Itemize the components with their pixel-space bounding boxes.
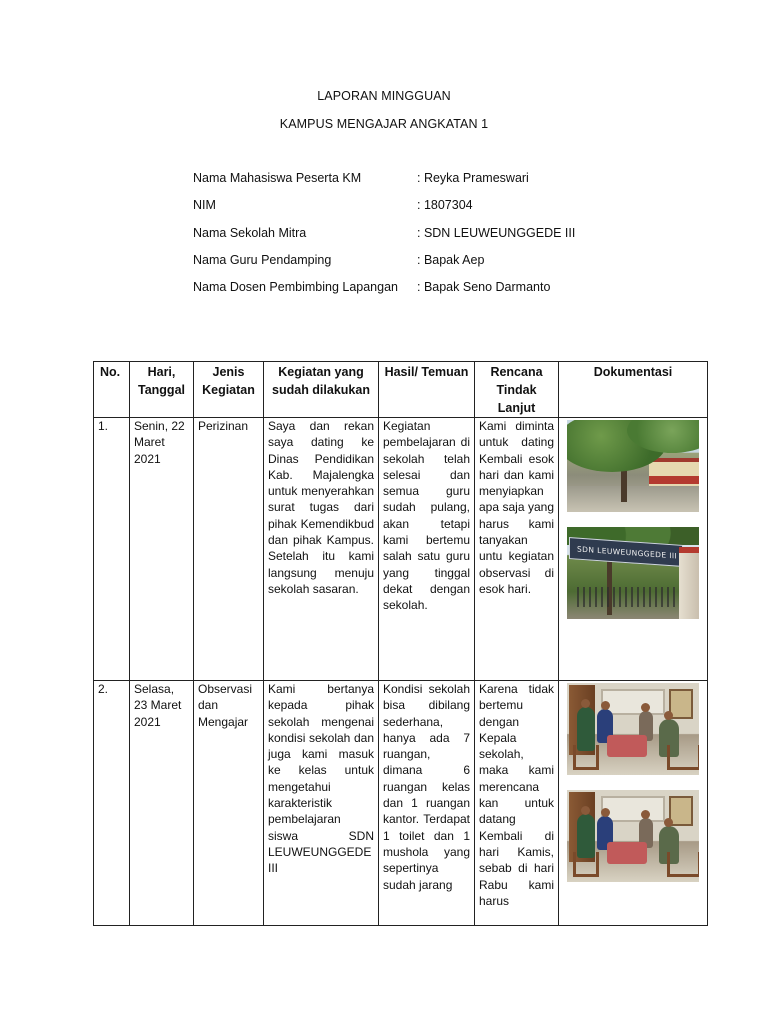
info-label: Nama Guru Pendamping (193, 252, 332, 267)
info-value: : Bapak Seno Darmanto (417, 280, 551, 295)
photo-chair (667, 745, 699, 770)
activity-text: Saya dan rekan saya dating ke Dinas Pendidikan Kab. Majalengka untuk menyerahkan surat tugas dari pihak Kemendikbud dan pihak Kampus. Setelah itu kami langsung menuju sekolah sasaran. (268, 419, 374, 596)
info-value: : Reyka Prameswari (417, 171, 529, 185)
row-result (379, 681, 475, 926)
school-sign-photo (567, 527, 699, 619)
photo-person-head (664, 818, 673, 827)
photo-person-head (601, 701, 610, 710)
row-documentation (559, 418, 708, 681)
schoolyard-photo (567, 420, 699, 512)
weekly-report-table (93, 361, 708, 926)
header-documentation: Dokumentasi (559, 362, 708, 418)
row-number: 2. (94, 681, 130, 926)
row-type: Perizinan (194, 418, 264, 681)
photo-person-head (581, 806, 590, 815)
row-documentation (559, 681, 708, 926)
header-type: Jenis Kegiatan (194, 362, 264, 418)
photo-person-head (601, 808, 610, 817)
activity-text: Kami bertanya kepada pihak sekolah mengenai kondisi sekolah dan juga kami masuk ke kelas untuk mengetahui karakteristik pembelajaran siswa SDN LEUWEUNGGEDE III (268, 682, 374, 876)
info-label: Nama Sekolah Mitra (193, 225, 307, 240)
row-activity (264, 681, 379, 926)
photo-chair (573, 745, 599, 770)
table-row (94, 681, 708, 926)
row-date: Senin, 22 Maret 2021 (130, 418, 194, 681)
header-no: No. (94, 362, 130, 418)
photo-table (607, 735, 647, 757)
table-row (94, 418, 708, 681)
info-value: : Bapak Aep (417, 252, 485, 267)
row-activity (264, 418, 379, 681)
info-value: : 1807304 (417, 198, 473, 213)
info-value: : SDN LEUWEUNGGEDE III (417, 225, 576, 240)
info-label: NIM (193, 198, 216, 213)
header-date: Hari, Tanggal (130, 362, 194, 418)
row-result (379, 418, 475, 681)
header-plan: Rencana Tindak Lanjut (475, 362, 559, 418)
report-subtitle: KAMPUS MENGAJAR ANGKATAN 1 (279, 117, 489, 131)
photo-person-head (664, 711, 673, 720)
row-plan (475, 418, 559, 681)
photo-chair (573, 852, 599, 877)
photo-chair (667, 852, 699, 877)
photo-table (607, 842, 647, 864)
row-plan (475, 681, 559, 926)
result-text: Kegiatan pembelajaran di sekolah telah selesai dan semua guru sudah pulang, akan tetapi kami bertemu salah satu guru yang tinggal dekat dengan sekolah. (383, 419, 470, 613)
report-title: LAPORAN MINGGUAN (317, 89, 451, 103)
row-type: Observasi dan Mengajar (194, 681, 264, 926)
meeting-photo (567, 683, 699, 775)
photo-gate-pillar (679, 547, 699, 619)
photo-person-head (641, 810, 650, 819)
meeting-photo (567, 790, 699, 882)
info-label: Nama Dosen Pembimbing Lapangan (193, 280, 398, 295)
photo-fence (577, 587, 677, 607)
photo-person-head (581, 699, 590, 708)
header-result: Hasil/ Temuan (379, 362, 475, 418)
row-number: 1. (94, 418, 130, 681)
result-text: Kondisi sekolah bisa dibilang sederhana, hanya ada 7 ruangan, dimana 6 ruangan kelas dan 1 ruangan kantor. Terdapat 1 toilet dan 1 mushola yang sepertinya sudah jarang (383, 682, 470, 892)
table-header-row (94, 362, 708, 418)
photo-building-base (649, 476, 699, 484)
header-activity: Kegiatan yang sudah dilakukan (264, 362, 379, 418)
photo-ground (567, 486, 699, 512)
plan-text: Karena tidak bertemu dengan Kepala sekolah, maka kami merencana kan untuk datang Kembali di hari Kamis, sebab di hari Rabu kami harus (479, 682, 554, 908)
row-date: Selasa, 23 Maret 2021 (130, 681, 194, 926)
plan-text: Kami diminta untuk dating Kembali esok hari dan kami menyiapkan apa saja yang harus kami tanyakan untu kegiatan observasi di esok hari. (479, 419, 554, 596)
photo-person-head (641, 703, 650, 712)
info-label: Nama Mahasiswa Peserta KM (193, 171, 362, 185)
school-sign-text: SDN LEUWEUNGGEDE III (577, 544, 678, 561)
